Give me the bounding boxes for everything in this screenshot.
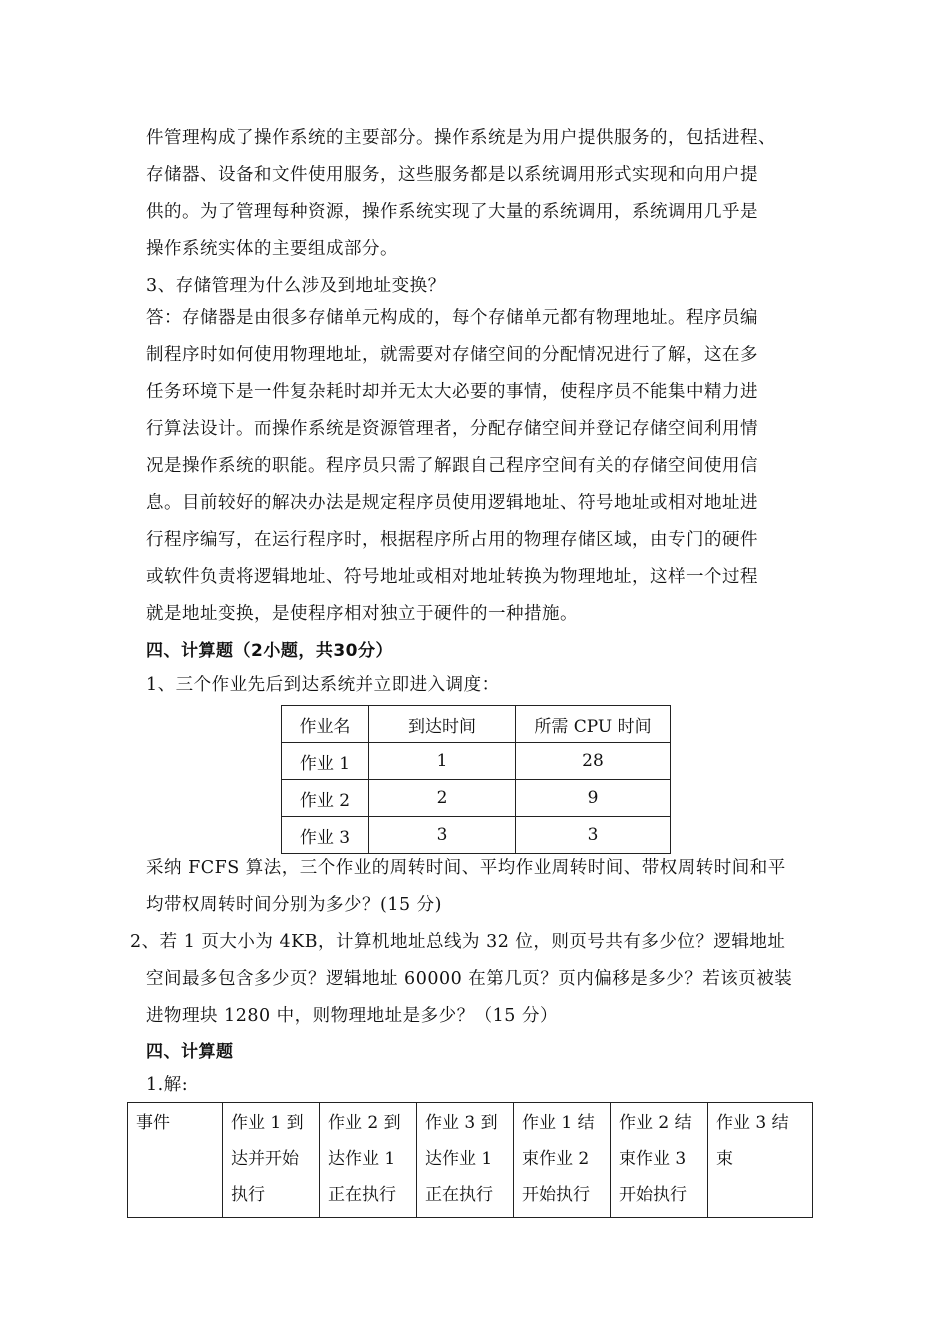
table-header-row xyxy=(282,706,671,743)
table-row xyxy=(282,743,671,780)
cell-line: 事件 xyxy=(136,1113,170,1133)
answer-line: 行程序编写，在运行程序时，根据程序所占用的物理存储区域，由专门的硬件 xyxy=(146,530,758,550)
cell-line: 执行 xyxy=(231,1185,265,1205)
cell-line: 束 xyxy=(716,1149,733,1169)
cell-line: 作业 3 结 xyxy=(716,1113,789,1133)
section-heading: 四、计算题（2小题，共30分） xyxy=(146,641,393,661)
answer-line: 制程序时如何使用物理地址，就需要对存储空间的分配情况进行了解，这在多 xyxy=(146,345,758,365)
answer-line: 就是地址变换，是使程序相对独立于硬件的一种措施。 xyxy=(146,604,578,624)
answer-line: 任务环境下是一件复杂耗时却并无太大必要的事情，使程序员不能集中精力进 xyxy=(146,382,758,402)
answer-line: 息。目前较好的解决办法是规定程序员使用逻辑地址、符号地址或相对地址进 xyxy=(146,493,758,513)
cell-line: 作业 2 到 xyxy=(328,1113,401,1133)
table-cell: 3 xyxy=(516,817,671,854)
table-header-cell: 作业名 xyxy=(282,706,369,743)
table-cell: 作业 2 xyxy=(282,780,369,817)
table-row xyxy=(282,780,671,817)
table-cell xyxy=(514,1103,611,1218)
cell-line: 作业 2 结 xyxy=(619,1113,692,1133)
table-cell: 28 xyxy=(516,743,671,780)
answer-1-label: 1.解: xyxy=(146,1075,189,1095)
cell-line: 作业 1 结 xyxy=(522,1113,595,1133)
cell-line: 达作业 1 xyxy=(328,1149,396,1169)
table-header-cell: 到达时间 xyxy=(369,706,516,743)
paragraph-line: 供的。为了管理每种资源，操作系统实现了大量的系统调用，系统调用几乎是 xyxy=(146,202,758,222)
table-cell: 2 xyxy=(369,780,516,817)
answer-line: 或软件负责将逻辑地址、符号地址或相对地址转换为物理地址，这样一个过程 xyxy=(146,567,758,587)
answer-line: 行算法设计。而操作系统是资源管理者，分配存储空间并登记存储空间利用情 xyxy=(146,419,758,439)
table-cell: 1 xyxy=(369,743,516,780)
table-cell xyxy=(611,1103,708,1218)
question-2-line: 2、若 1 页大小为 4KB，计算机地址总线为 32 位，则页号共有多少位？逻辑地址 xyxy=(130,932,786,952)
table-row xyxy=(128,1103,813,1218)
event-table xyxy=(127,1102,813,1218)
table-cell: 3 xyxy=(369,817,516,854)
table-cell: 作业 1 xyxy=(282,743,369,780)
cell-line: 达并开始 xyxy=(231,1149,299,1169)
cell-line: 束作业 3 xyxy=(619,1149,687,1169)
question-1-intro: 1、三个作业先后到达系统并立即进入调度： xyxy=(146,675,500,695)
table-cell: 作业 3 xyxy=(282,817,369,854)
table-header-cell: 所需 CPU 时间 xyxy=(516,706,671,743)
cell-line: 开始执行 xyxy=(619,1185,687,1205)
table-cell xyxy=(223,1103,320,1218)
paragraph-line: 操作系统实体的主要组成部分。 xyxy=(146,239,398,259)
cell-line: 达作业 1 xyxy=(425,1149,493,1169)
cell-line: 正在执行 xyxy=(425,1185,493,1205)
question-2-line: 空间最多包含多少页？逻辑地址 60000 在第几页？页内偏移是多少？若该页被装 xyxy=(146,969,793,989)
question-2-line: 进物理块 1280 中，则物理地址是多少？（15 分） xyxy=(146,1006,558,1026)
paragraph-line: 存储器、设备和文件使用服务，这些服务都是以系统调用形式实现和向用户提 xyxy=(146,165,758,185)
question-3: 3、存储管理为什么涉及到地址变换？ xyxy=(146,276,446,296)
question-1-line: 采纳 FCFS 算法，三个作业的周转时间、平均作业周转时间、带权周转时间和平 xyxy=(146,858,786,878)
job-table xyxy=(281,705,671,854)
cell-line: 作业 3 到 xyxy=(425,1113,498,1133)
table-cell: 9 xyxy=(516,780,671,817)
table-row xyxy=(282,817,671,854)
cell-line: 正在执行 xyxy=(328,1185,396,1205)
table-cell xyxy=(320,1103,417,1218)
table-cell xyxy=(128,1103,223,1218)
table-cell xyxy=(417,1103,514,1218)
answer-line: 况是操作系统的职能。程序员只需了解跟自己程序空间有关的存储空间使用信 xyxy=(146,456,758,476)
cell-line: 开始执行 xyxy=(522,1185,590,1205)
cell-line: 作业 1 到 xyxy=(231,1113,304,1133)
question-1-line: 均带权周转时间分别为多少？(15 分) xyxy=(146,895,442,915)
paragraph-line: 件管理构成了操作系统的主要部分。操作系统是为用户提供服务的，包括进程、 xyxy=(146,128,776,148)
answer-line: 答：存储器是由很多存储单元构成的，每个存储单元都有物理地址。程序员编 xyxy=(146,308,758,328)
cell-line: 束作业 2 xyxy=(522,1149,590,1169)
table-cell xyxy=(708,1103,813,1218)
answer-heading: 四、计算题 xyxy=(146,1042,234,1062)
